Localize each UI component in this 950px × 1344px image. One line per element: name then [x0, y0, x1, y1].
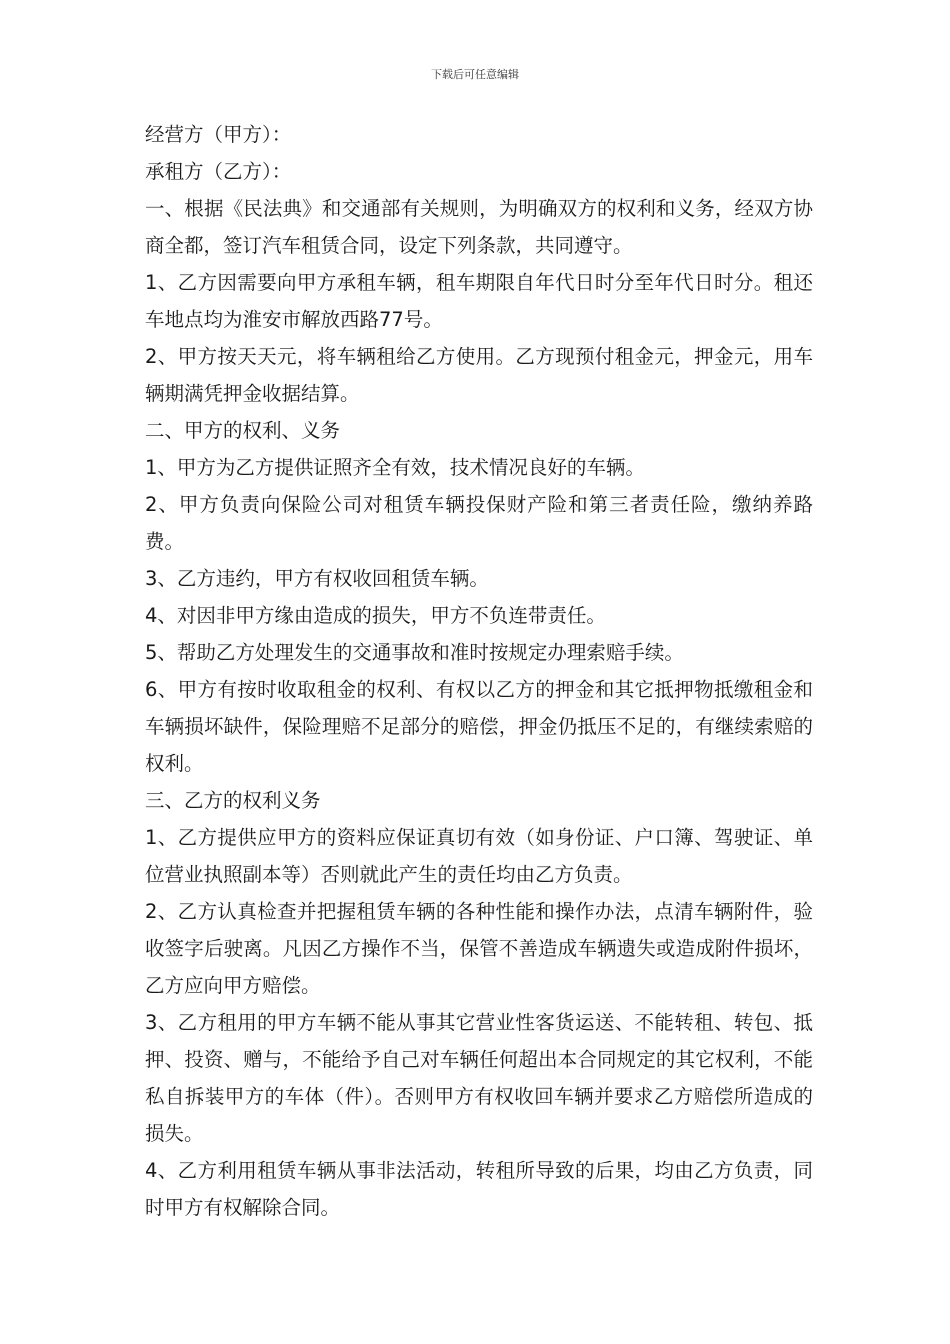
- section-2-heading: 二、甲方的权利、义务: [145, 419, 341, 442]
- clause-2-2: 2、甲方负责向保险公司对租赁车辆投保财产险和第三者责任险，缴纳养路费。: [145, 493, 813, 553]
- clause-3-3: 3、乙方租用的甲方车辆不能从事其它营业性客货运送、不能转租、转包、抵押、投资、赠与，不能给予自己对车辆任何超出本合同规定的其它权利，不能私自拆装甲方的车体（件）。否则甲方有权收回车辆并要求乙方赔偿所造成的损失。: [145, 1011, 813, 1145]
- clause-2-3: 3、乙方违约，甲方有权收回租赁车辆。: [145, 567, 489, 590]
- clause-1-2: 2、甲方按天天元，将车辆租给乙方使用。乙方现预付租金元，押金元，用车辆期满凭押金收据结算。: [145, 345, 813, 405]
- document-body: [145, 116, 813, 1226]
- party-a-line: 经营方（甲方）：: [145, 123, 292, 146]
- clause-1-1: 1、乙方因需要向甲方承租车辆，租车期限自年代日时分至年代日时分。租还车地点均为淮安市解放西路77号。: [145, 271, 813, 331]
- page-header-note: 下载后可任意编辑: [431, 68, 519, 81]
- clause-2-1: 1、甲方为乙方提供证照齐全有效，技术情况良好的车辆。: [145, 456, 645, 479]
- party-b-line: 承租方（乙方）：: [145, 160, 292, 183]
- clause-2-4: 4、对因非甲方缘由造成的损失，甲方不负连带责任。: [145, 604, 606, 627]
- clause-3-2: 2、乙方认真检查并把握租赁车辆的各种性能和操作办法，点清车辆附件，验收签字后驶离。凡因乙方操作不当，保管不善造成车辆遗失或造成附件损坏，乙方应向甲方赔偿。: [145, 900, 813, 997]
- section-1-intro: 一、根据《民法典》和交通部有关规则，为明确双方的权利和义务，经双方协商全都，签订汽车租赁合同，设定下列条款，共同遵守。: [145, 197, 813, 257]
- clause-3-1: 1、乙方提供应甲方的资料应保证真切有效（如身份证、户口簿、驾驶证、单位营业执照副本等）否则就此产生的责任均由乙方负责。: [145, 826, 813, 886]
- section-3-heading: 三、乙方的权利义务: [145, 789, 321, 812]
- clause-2-6: 6、甲方有按时收取租金的权利、有权以乙方的押金和其它抵押物抵缴租金和车辆损坏缺件，保险理赔不足部分的赔偿，押金仍抵压不足的，有继续索赔的权利。: [145, 678, 813, 775]
- clause-3-4: 4、乙方利用租赁车辆从事非法活动，转租所导致的后果，均由乙方负责，同时甲方有权解除合同。: [145, 1159, 813, 1219]
- clause-2-5: 5、帮助乙方处理发生的交通事故和准时按规定办理索赔手续。: [145, 641, 684, 664]
